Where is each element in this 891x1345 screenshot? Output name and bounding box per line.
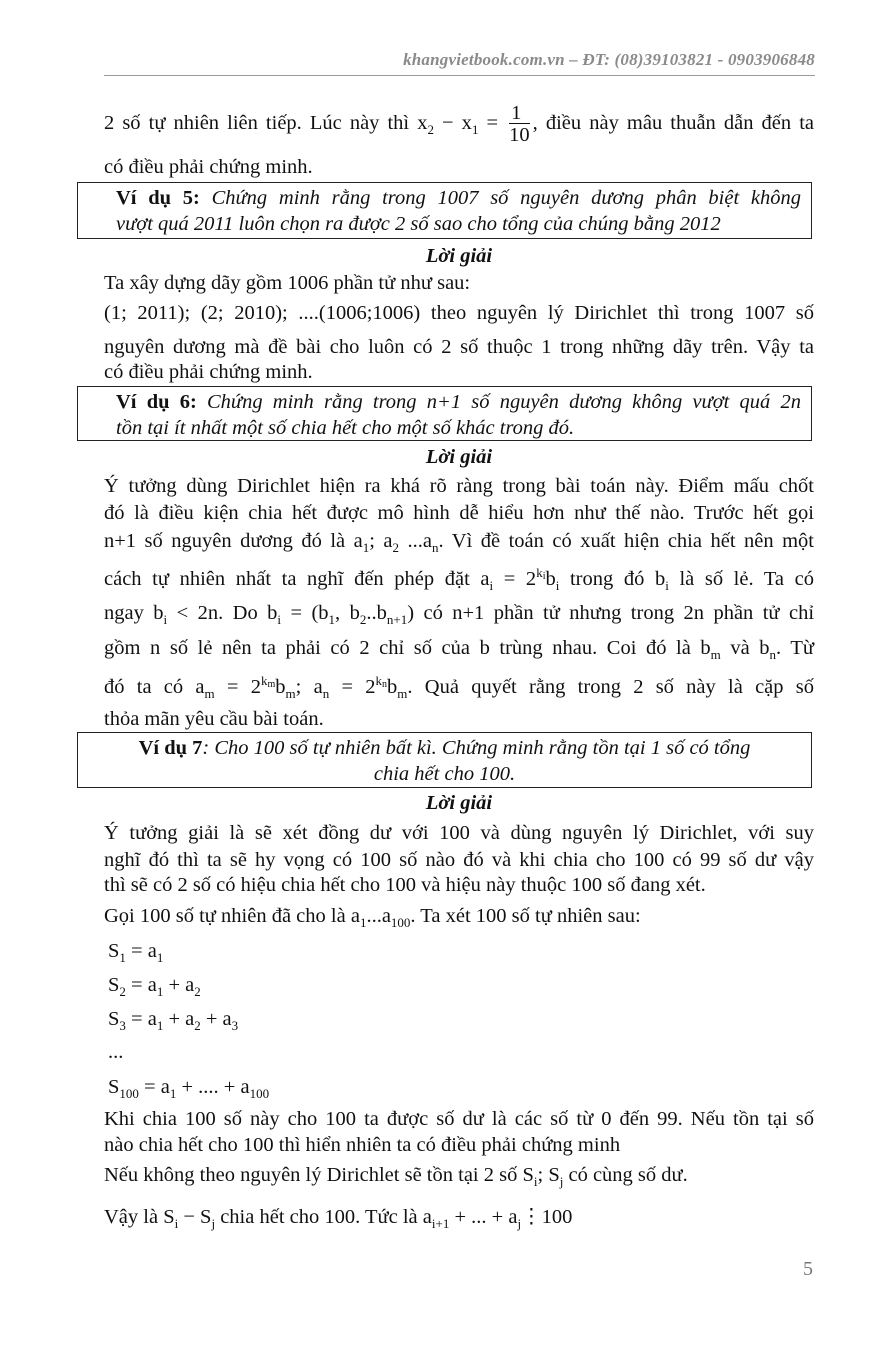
solution-6-line-4: cách tự nhiên nhất ta nghĩ đến phép đặt $a_i = 2^{k_i}b_i$ trong đó $b_i$ là số lẻ. Ta có — [104, 565, 814, 593]
solution-5-line-1: Ta xây dựng dãy gồm 1006 phần tử như sau: — [104, 272, 471, 294]
solution-7-line-1: Ý tưởng giải là sẽ xét đồng dư với 100 và dùng nguyên lý Dirichlet, với suy — [104, 822, 814, 844]
example-6-line-1: Ví dụ 6: Chứng minh rằng trong n+1 số nguyên dương không vượt quá 2n — [116, 391, 802, 413]
solution-6-line-2: đó là điều kiện chia hết được mô hình dễ hiểu hơn như thế nào. Trước hết gọi — [104, 502, 814, 524]
example-7-label: Ví dụ 7 — [138, 737, 203, 759]
solution-7-heading: Lời giải — [425, 792, 493, 814]
solution-7-line-3: thì sẽ có 2 số có hiệu chia hết cho 100 và hiệu này thuộc 100 số đang xét. — [104, 874, 706, 896]
example-6-box — [77, 386, 812, 441]
intro-line-1: 2 số tự nhiên liên tiếp. Lúc này thì $x_2 - x_1$ = $\frac{1}{10}$ , điều này mâu thuẫn dẫn đến ta — [104, 101, 815, 146]
equation-s3: $S_3 = a_1 + a_2 + a_3$ — [108, 1008, 239, 1033]
solution-5-line-2: (1; 2011); (2; 2010); ....(1006;1006) theo nguyên lý Dirichlet thì trong 1007 số — [104, 302, 814, 324]
solution-6-heading: Lời giải — [425, 446, 493, 468]
example-7-line-1: Ví dụ 7: Cho 100 số tự nhiên bất kì. Chứng minh rằng tồn tại 1 số có tổng — [138, 737, 751, 759]
solution-7-line-7: Nếu không theo nguyên lý Dirichlet sẽ tồn tại 2 số $S_i$; $S_j$ có cùng số dư. — [104, 1164, 688, 1189]
example-5-box — [77, 182, 812, 239]
page-number: 5 — [803, 1258, 813, 1280]
solution-6-line-8: thỏa mãn yêu cầu bài toán. — [104, 708, 324, 730]
example-7-line-2: chia hết cho 100. — [373, 763, 516, 785]
equation-ellipsis: ... — [108, 1041, 124, 1063]
example-7-box — [77, 732, 812, 788]
solution-6-line-1: Ý tưởng dùng Dirichlet hiện ra khá rõ ràng trong bài toán này. Điểm mấu chốt — [104, 475, 814, 497]
example-5-label: Ví dụ 5: — [116, 187, 200, 209]
page-header: khangvietbook.com.vn – ĐT: (08)39103821 - 0903906848 — [403, 50, 815, 69]
solution-7-line-6: nào chia hết cho 100 thì hiển nhiên ta có điều phải chứng minh — [104, 1134, 621, 1156]
solution-5-line-4: có điều phải chứng minh. — [104, 361, 313, 383]
example-6-label: Ví dụ 6: — [116, 391, 197, 413]
solution-7-line-8: Vậy là $S_i - S_j$ chia hết cho 100. Tức là $a_{i+1}$ + ... + $a_j⋮100$ — [104, 1206, 573, 1231]
math-x2-minus-x1: $x_2 - x_1$ = $\frac{1}{10}$ — [417, 101, 530, 146]
example-5-line-2: vượt quá 2011 luôn chọn ra được 2 số sao cho tổng của chúng bằng 2012 — [116, 213, 721, 235]
equation-s2: $S_2 = a_1 + a_2$ — [108, 974, 201, 999]
intro-line-2: có điều phải chứng minh. — [104, 156, 313, 178]
fraction-one-tenth: $\frac{1}{10}$ — [509, 101, 530, 146]
header-divider — [104, 75, 815, 76]
solution-6-line-7: đó ta có $a_m = 2^{k_m}b_m$; $a_n = 2^{k_n}b_m$. Quả quyết rằng trong 2 số này là cặp số — [104, 673, 815, 701]
example-5-line-1: Ví dụ 5: Chứng minh rằng trong 1007 số nguyên dương phân biệt không — [116, 187, 801, 209]
equation-s1: $S_1 = a_1$ — [108, 940, 164, 965]
solution-7-line-4: Gọi 100 số tự nhiên đã cho là $a_1...a_{100}$. Ta xét 100 số tự nhiên sau: — [104, 905, 641, 930]
solution-5-heading: Lời giải — [425, 245, 493, 267]
solution-5-line-3: nguyên dương mà đề bài cho luôn có 2 số thuộc 1 trong những dãy trên. Vậy ta — [104, 336, 814, 358]
solution-7-line-2: nghĩ đó thì ta sẽ hy vọng có 100 số nào đó và khi chia cho 100 có 99 số dư vậy — [104, 849, 814, 871]
solution-6-line-3: n+1 số nguyên dương đó là $a_1$; $a_2$ $...a_n$. Vì đề toán có xuất hiện chia hết nên một — [104, 530, 815, 555]
solution-6-line-5: ngay $b_i < 2n$. Do $b_i = (b_1$, $b_2..b_{n+1}$) có n+1 phần tử nhưng trong 2n phần tử chỉ — [104, 602, 815, 627]
example-6-line-2: tồn tại ít nhất một số chia hết cho một số khác trong đó. — [116, 417, 575, 439]
solution-7-line-5: Khi chia 100 số này cho 100 ta được số dư là các số từ 0 đến 99. Nếu tồn tại số — [104, 1108, 814, 1130]
equation-s100: $S_{100} = a_1$ + .... + $a_{100}$ — [108, 1076, 270, 1101]
solution-6-line-6: gồm n số lẻ nên ta phải có 2 chỉ số của b trùng nhau. Coi đó là $b_m$ và $b_n$. Từ — [104, 637, 814, 662]
